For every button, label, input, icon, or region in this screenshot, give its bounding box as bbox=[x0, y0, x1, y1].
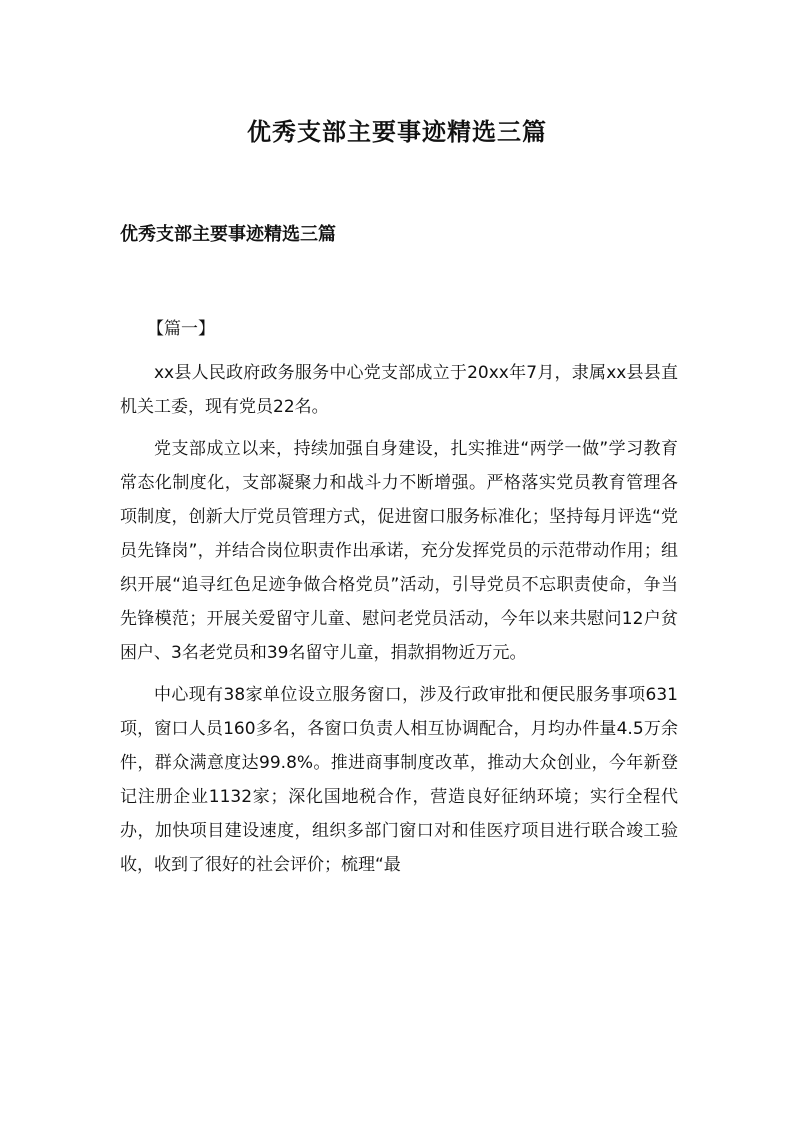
document-subtitle: 优秀支部主要事迹精选三篇 bbox=[120, 224, 336, 245]
document-body bbox=[120, 356, 678, 890]
document-title: 优秀支部主要事迹精选三篇 bbox=[247, 118, 547, 146]
section-label: 【篇一】 bbox=[147, 319, 215, 339]
paragraph: 中心现有38家单位设立服务窗口，涉及行政审批和便民服务事项631项，窗口人员160多名，各窗口负责人相互协调配合，月均办件量4.5万余件，群众满意度达99.8%。推进商事制度改革，推动大众创业，今年新登记注册企业1132家；深化国地税合作，营造良好征纳环境；实行全程代办，加快项目建设速度，组织多部门窗口对和佳医疗项目进行联合竣工验收，收到了很好的社会评价；梳理“最 bbox=[120, 685, 678, 875]
paragraph: xx县人民政府政务服务中心党支部成立于20xx年7月，隶属xx县县直机关工委，现有党员22名。 bbox=[120, 363, 678, 417]
paragraph: 党支部成立以来，持续加强自身建设，扎实推进“两学一做”学习教育常态化制度化，支部凝聚力和战斗力不断增强。严格落实党员教育管理各项制度，创新大厅党员管理方式，促进窗口服务标准化；坚持每月评选“党员先锋岗”，并结合岗位职责作出承诺，充分发挥党员的示范带动作用；组织开展“追寻红色足迹争做合格党员”活动，引导党员不忘职责使命，争当先锋模范；开展关爱留守儿童、慰问老党员活动，今年以来共慰问12户贫困户、3名老党员和39名留守儿童，捐款捐物近万元。 bbox=[120, 439, 678, 663]
